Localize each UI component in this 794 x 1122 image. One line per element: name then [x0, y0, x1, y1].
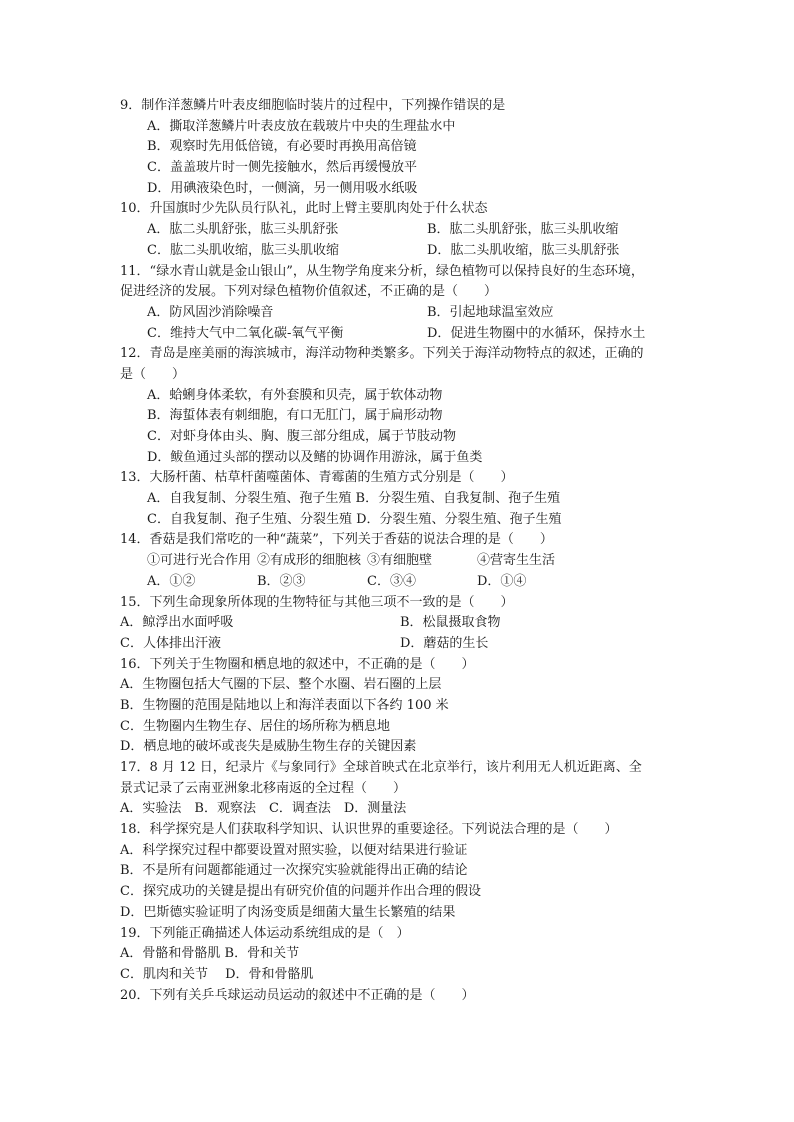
option-text: D．①④	[477, 573, 527, 589]
question-stem: 9．制作洋葱鳞片叶表皮细胞临时装片的过程中，下列操作错误的是	[120, 98, 506, 113]
option-row	[0, 634, 794, 655]
option-text: ④营寄生生活	[477, 553, 556, 569]
text-line: B．不是所有问题都能通过一次探究实验就能得出正确的结论	[120, 863, 468, 879]
option-row	[0, 572, 794, 593]
question-stem: 19．下列能正确描述人体运动系统组成的是（ ）	[120, 925, 410, 941]
option-row	[0, 551, 794, 572]
text-line: 促进经济的发展。下列对绿色植物价值叙述，不正确的是（ ）	[120, 284, 498, 300]
text-line: C．探究成功的关键是提出有研究价值的问题并作出合理的假设	[120, 884, 481, 900]
option-text: B．肱二头肌舒张，肱三头肌收缩	[427, 222, 619, 238]
option-line: B．海蜇体表有刺细胞，有口无肛门，属于扁形动物	[147, 408, 443, 424]
option-text: ③有细胞壁	[367, 553, 433, 569]
option-row	[0, 220, 794, 241]
question-stem: 16．下列关于生物圈和栖息地的叙述中，不正确的是（ ）	[120, 656, 475, 672]
text-line: 景式记录了云南亚洲象北移南返的全过程（ ）	[120, 780, 407, 796]
option-line: C．对虾身体由头、胸、腹三部分组成，属于节肢动物	[147, 429, 456, 444]
question-list	[0, 96, 794, 1006]
option-text: A．防风固沙消除噪音	[147, 304, 274, 320]
option-text: C．肱二头肌收缩，肱三头肌收缩	[147, 242, 339, 258]
option-text: A．①②	[147, 573, 196, 589]
option-text: ①可进行光合作用	[147, 553, 252, 569]
question-stem: 12．青岛是座美丽的海滨城市，海洋动物种类繁多。下列关于海洋动物特点的叙述，正确的	[120, 346, 644, 362]
option-row	[0, 324, 794, 345]
option-text: B．松鼠摄取食物	[400, 615, 501, 631]
option-text: C．维持大气中二氧化碳-氧气平衡	[147, 325, 344, 341]
text-line: A．实验法 B．观察法 C．调查法 D．测量法	[120, 801, 407, 817]
question-stem: 15．下列生命现象所体现的生物特征与其他三项不一致的是（ ）	[120, 594, 514, 610]
option-row	[0, 303, 794, 324]
option-line: B．观察时先用低倍镜，有必要时再换用高倍镜	[147, 139, 417, 155]
text-line: C．肌肉和关节 D．骨和骨骼肌	[120, 966, 314, 982]
question-stem: 11．“绿水青山就是金山银山”，从生物学角度来分析，绿色植物可以保持良好的生态环境，	[120, 263, 644, 279]
text-line: 是（ ）	[120, 366, 186, 382]
option-line: C．盖盖玻片时一侧先接触水，然后再缓慢放平	[147, 160, 417, 176]
text-line: C．生物圈内生物生存、居住的场所称为栖息地	[120, 718, 390, 734]
option-text: D．蘑菇的生长	[400, 635, 489, 651]
text-line: A．生物圈包括大气圈的下层、整个水圈、岩石圈的上层	[120, 677, 442, 693]
text-line: A．骨骼和骨骼肌 B．骨和关节	[120, 946, 300, 962]
option-text: C．人体排出汗液	[120, 635, 221, 651]
option-text: A．肱二头肌舒张，肱三头肌舒张	[147, 222, 339, 238]
text-line: D．巴斯德实验证明了肉汤变质是细菌大量生长繁殖的结果	[120, 904, 456, 920]
option-text: B．引起地球温室效应	[427, 304, 554, 320]
option-line: A．撕取洋葱鳞片叶表皮放在载玻片中央的生理盐水中	[147, 118, 456, 134]
option-line: A．蛤蜊身体柔软，有外套膜和贝壳，属于软体动物	[147, 387, 443, 403]
text-line: B．生物圈的范围是陆地以上和海洋表面以下各约 100 米	[120, 697, 449, 713]
option-text: C．③④	[367, 573, 416, 589]
option-line: A．自我复制、分裂生殖、孢子生殖 B．分裂生殖、自我复制、孢子生殖	[147, 491, 561, 507]
option-text: D．肱二头肌收缩，肱三头肌舒张	[427, 242, 620, 258]
question-stem: 10．升国旗时少先队员行队礼，此时上臂主要肌肉处于什么状态	[120, 201, 488, 217]
question-stem: 17．8 月 12 日，纪录片《与象同行》全球首映式在北京举行，该片利用无人机近距离、全	[120, 760, 642, 775]
option-text: A．鲸浮出水面呼吸	[120, 615, 234, 631]
question-stem: 14．香菇是我们常吃的一种“蔬菜”，下列关于香菇的说法合理的是（ ）	[120, 532, 553, 548]
option-line: D．鲅鱼通过头部的摆动以及鳍的协调作用游泳，属于鱼类	[147, 449, 483, 465]
option-row	[0, 241, 794, 262]
option-text: ②有成形的细胞核	[257, 553, 362, 569]
option-line: C．自我复制、孢子生殖、分裂生殖 D．分裂生殖、分裂生殖、孢子生殖	[147, 511, 562, 527]
question-stem: 13．大肠杆菌、枯草杆菌噬菌体、青霉菌的生殖方式分别是（ ）	[120, 470, 514, 486]
question-stem: 20．下列有关乒乓球运动员运动的叙述中不正确的是（ ）	[120, 987, 475, 1003]
text-line: D．栖息地的破坏或丧失是威胁生物生存的关键因素	[120, 739, 417, 755]
option-text: D．促进生物圈中的水循环，保持水土	[427, 325, 646, 341]
option-row	[0, 613, 794, 634]
text-line: A．科学探究过程中都要设置对照实验，以便对结果进行验证	[120, 842, 468, 858]
option-line: D．用碘液染色时，一侧滴，另一侧用吸水纸吸	[147, 180, 418, 196]
option-text: B．②③	[257, 573, 306, 589]
question-stem: 18．科学探究是人们获取科学知识、认识世界的重要途径。下列说法合理的是（ ）	[120, 822, 618, 838]
